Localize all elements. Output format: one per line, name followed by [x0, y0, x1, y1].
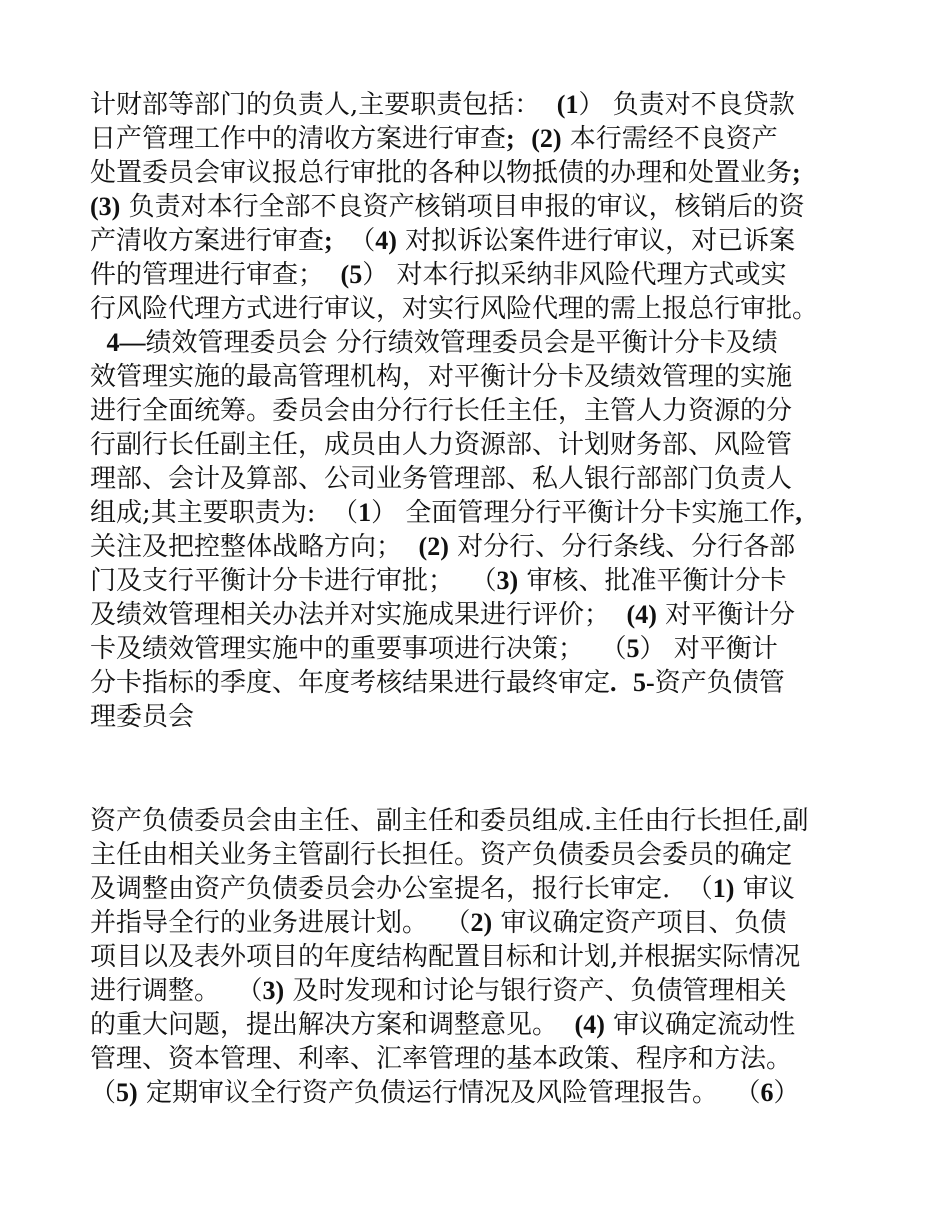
text-run: 对平衡计分 — [656, 600, 796, 630]
text-line — [90, 838, 870, 872]
text-line — [90, 872, 870, 906]
bold-text-run: 5 — [626, 634, 640, 663]
text-run: ） 负责对不良贷款 — [578, 90, 795, 120]
bold-text-run: 6 — [760, 1078, 774, 1107]
text-run: 关注及把控整体战略方向； — [90, 532, 419, 562]
text-line — [90, 190, 870, 224]
text-run: 审议确定资产项目、负债 — [492, 908, 787, 938]
bold-text-run: 1) — [712, 874, 735, 903]
bold-text-run: (4) — [574, 1010, 605, 1039]
text-run: 日产管理工作中的清收方案进行审查 — [90, 124, 507, 154]
bold-text-run: (3) — [90, 192, 121, 221]
bold-text-run: 5) — [116, 1078, 138, 1107]
text-line — [90, 666, 870, 700]
bold-text-run: (1 — [556, 90, 579, 119]
text-line — [90, 496, 870, 530]
text-run: （ — [332, 226, 376, 256]
text-line — [90, 326, 870, 360]
bold-text-run: , — [795, 498, 802, 527]
bold-text-run: (4) — [626, 600, 657, 629]
bold-text-run: 5- — [633, 668, 655, 697]
text-line — [90, 394, 870, 428]
text-line — [90, 1076, 870, 1110]
text-run: 行副行长任副主任，成员由人力资源部、计划财务部、风险管 — [90, 430, 793, 460]
text-run: 资产负债委员会由主任、副主任和委员组成.主任由行长担任,副 — [90, 806, 809, 836]
text-run: 进行全面统筹。委员会由分行行长任主任，主管人力资源的分 — [90, 396, 793, 426]
text-run: 组成;其主要职责为: （ — [90, 498, 359, 528]
text-line — [90, 1042, 870, 1076]
text-run — [90, 328, 107, 358]
bold-text-run: ; — [506, 124, 515, 153]
text-line — [90, 156, 870, 190]
text-run: 管理、资本管理、利率、汇率管理的基本政策、程序和方法。 — [90, 1044, 793, 1074]
text-run: 对拟诉讼案件进行审议，对已诉案 — [396, 226, 796, 256]
bold-text-run: 2) — [470, 908, 493, 937]
text-run: 分卡指标的季度、年度考核结果进行最终审定 — [90, 668, 611, 698]
text-line — [90, 462, 870, 496]
text-run: 绩效管理委员会 分行绩效管理委员会是平衡计分卡及绩 — [145, 328, 778, 358]
text-run: 及调整由资产负债委员会办公室提名，报行长审定. （ — [90, 874, 713, 904]
text-line — [90, 428, 870, 462]
bold-text-run: 1 — [358, 498, 372, 527]
text-run: 及绩效管理相关办法并对实施成果进行评价； — [90, 600, 627, 630]
text-run: 资产负债管 — [654, 668, 785, 698]
text-run: ） 对平衡计 — [639, 634, 778, 664]
bold-text-run: . — [610, 668, 617, 697]
text-run: 件的管理进行审查； — [90, 260, 341, 290]
text-line — [90, 940, 870, 974]
text-line — [90, 564, 870, 598]
bold-text-run: 4) — [375, 226, 397, 255]
text-line — [90, 974, 870, 1008]
text-line — [90, 88, 870, 122]
bold-text-run: 3) — [262, 976, 285, 1005]
bold-text-run: 3) — [496, 566, 519, 595]
text-run: （ — [90, 1078, 117, 1108]
text-run: 行风险代理方式进行审议，对实行风险代理的需上报总行审批。 — [90, 294, 819, 324]
text-run: 处置委员会审议报总行审批的各种以物抵债的办理和处置业务 — [90, 158, 793, 188]
text-run: 产清收方案进行审查 — [90, 226, 325, 256]
text-line — [90, 122, 870, 156]
text-run: 审核、批准平衡计分卡 — [518, 566, 787, 596]
bold-text-run: 4— — [106, 328, 146, 357]
text-line — [90, 700, 870, 734]
text-run: 的重大问题，提出解决方案和调整意见。 — [90, 1010, 575, 1040]
text-run: 理委员会 — [90, 702, 195, 732]
text-run: 及时发现和讨论与银行资产、负债管理相关 — [284, 976, 787, 1006]
bold-text-run: (2) — [418, 532, 449, 561]
bold-text-run: ; — [792, 158, 801, 187]
text-line — [90, 292, 870, 326]
text-run: ） 全面管理分行平衡计分卡实施工作 — [371, 498, 796, 528]
text-run: 定期审议全行资产负债运行情况及风险管理报告。 （ — [137, 1078, 761, 1108]
text-run — [515, 124, 532, 154]
text-run: 进行调整。 （ — [90, 976, 263, 1006]
text-run — [617, 668, 634, 698]
text-line — [90, 804, 870, 838]
text-run: 理部、会计及算部、公司业务管理部、私人银行部部门负责人 — [90, 464, 793, 494]
text-run: 卡及绩效管理实施中的重要事项进行决策； （ — [90, 634, 627, 664]
text-line — [90, 258, 870, 292]
text-run: 门及支行平衡计分卡进行审批； （ — [90, 566, 497, 596]
text-run: 计财部等部门的负责人,主要职责包括： — [90, 90, 557, 120]
text-run: ） 对本行拟采纳非风险代理方式或实 — [362, 260, 787, 290]
text-run: ） — [773, 1078, 800, 1108]
text-run: 效管理实施的最高管理机构，对平衡计分卡及绩效管理的实施 — [90, 362, 793, 392]
text-line — [90, 598, 870, 632]
bold-text-run: (5 — [340, 260, 363, 289]
text-run: 审议确定流动性 — [604, 1010, 796, 1040]
bold-text-run: ; — [324, 226, 333, 255]
text-line — [90, 224, 870, 258]
text-line — [90, 906, 870, 940]
text-run: 负责对本行全部不良资产核销项目申报的审议，核销后的资 — [120, 192, 805, 222]
bold-text-run: (2) — [531, 124, 562, 153]
text-run: 并指导全行的业务进展计划。 （ — [90, 908, 471, 938]
text-run: 对分行、分行条线、分行各部 — [448, 532, 796, 562]
text-run: 项目以及表外项目的年度结构配置目标和计划,并根据实际情况 — [90, 942, 801, 972]
text-line — [90, 1008, 870, 1042]
text-line — [90, 360, 870, 394]
text-run: 本行需经不良资产 — [561, 124, 778, 154]
text-run: 审议 — [734, 874, 795, 904]
text-run: 主任由相关业务主管副行长担任。资产负债委员会委员的确定 — [90, 840, 793, 870]
text-line — [90, 530, 870, 564]
text-line — [90, 632, 870, 666]
